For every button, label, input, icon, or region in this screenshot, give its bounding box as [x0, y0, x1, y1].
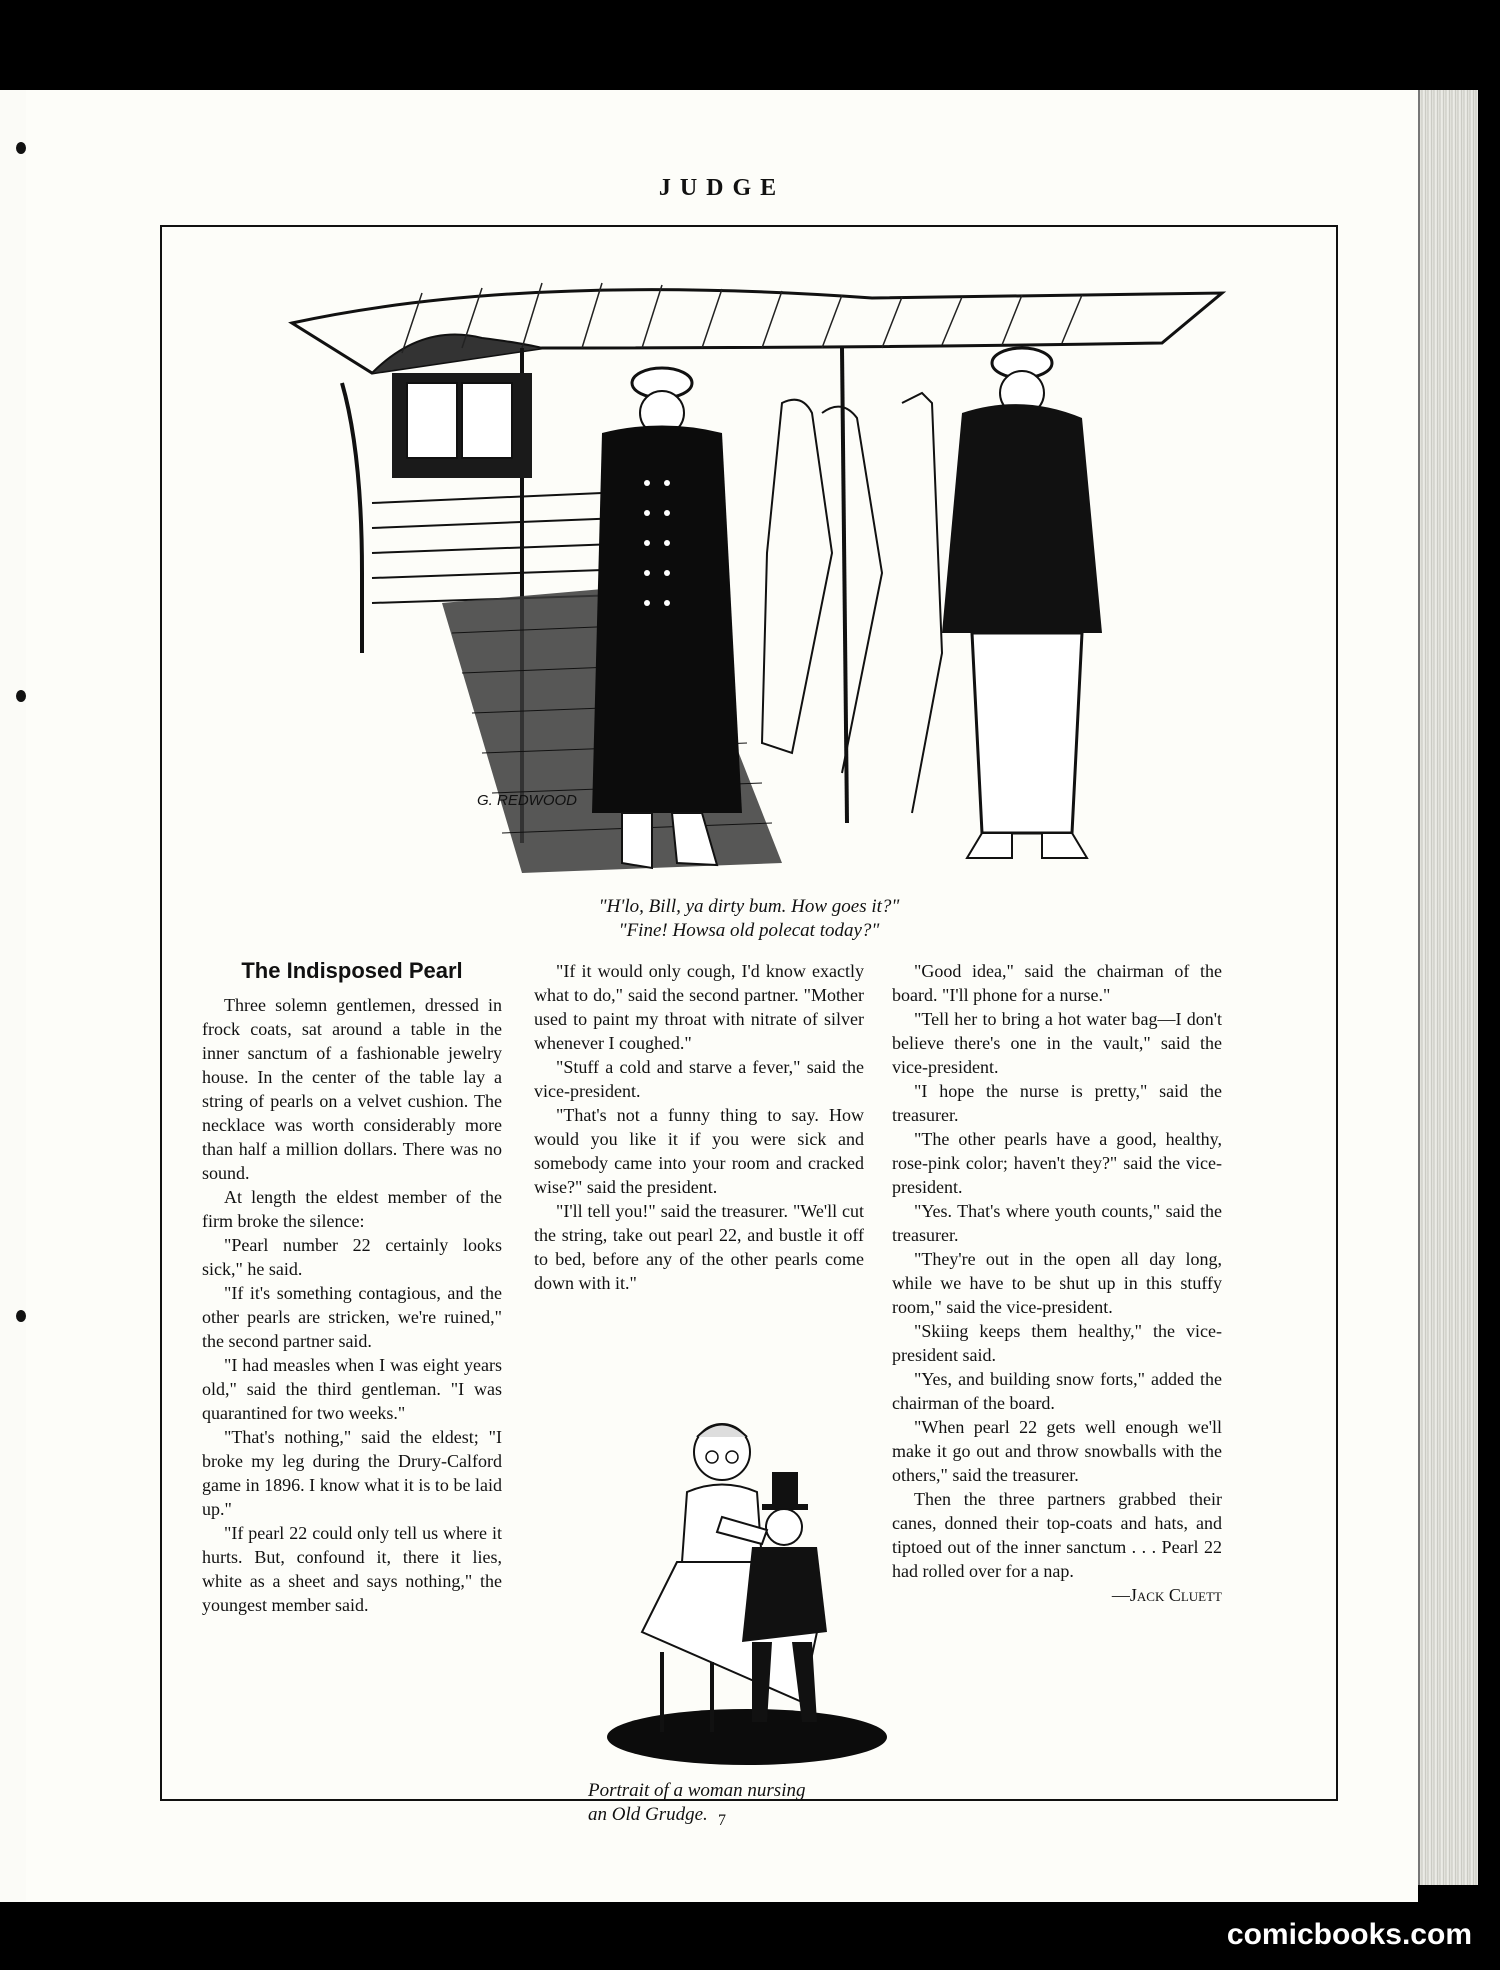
paragraph: Then the three partners grabbed their canes, donned their top-coats and hats, and tiptoed out of the inner sanctum . . . Pearl 22 had rolled over for a nap. — [892, 1489, 1222, 1581]
paragraph: At length the eldest member of the firm broke the silence: — [202, 1187, 502, 1231]
paragraph: "That's not a funny thing to say. How would you like it if you were sick and somebody came into your room and cracked wise?" said the president. — [534, 1105, 864, 1197]
page-number: 7 — [718, 1812, 726, 1829]
paragraph: "Pearl number 22 certainly looks sick," he said. — [202, 1235, 502, 1279]
content-frame — [160, 225, 1338, 1825]
text-column-2 — [534, 959, 864, 1295]
paragraph: "Yes, and building snow forts," added the chairman of the board. — [892, 1369, 1222, 1413]
top-cartoon-illustration — [222, 253, 1272, 893]
paragraph: "Tell her to bring a hot water bag—I don't believe there's one in the vault," said the vice-president. — [892, 1009, 1222, 1077]
caption-line: Portrait of a woman nursing — [588, 1780, 806, 1801]
site-watermark: comicbooks.com — [1226, 1918, 1472, 1951]
second-doorman-figure — [942, 348, 1102, 858]
paragraph: "Stuff a cold and starve a fever," said the vice-president. — [534, 1057, 864, 1101]
text-column-3 — [892, 959, 1222, 1607]
binding-hole — [16, 142, 26, 154]
byline: —Jack Cluett — [1111, 1585, 1222, 1605]
paragraph: "If it would only cough, I'd know exactly what to do," said the second partner. "Mother used to paint my throat with nitrate of silver whenever I coughed." — [534, 961, 864, 1053]
paragraph: Three solemn gentlemen, dressed in frock coats, sat around a table in the inner sanctum of a fashionable jewelry house. In the center of the table lay a string of pearls on a velvet cushion. The necklace was worth considerably more than half a million dollars. There was no sound. — [202, 995, 502, 1183]
paragraph: "Skiing keeps them healthy," the vice-president said. — [892, 1321, 1222, 1365]
story-title: The Indisposed Pearl — [241, 958, 463, 983]
paragraph: "They're out in the open all day long, while we have to be shut up in this stuffy room," said the vice-president. — [892, 1249, 1222, 1317]
running-head: JUDGE — [658, 175, 786, 201]
paragraph: "Yes. That's where youth counts," said the treasurer. — [892, 1201, 1222, 1245]
caption-line: an Old Grudge. — [588, 1804, 708, 1825]
left-page-edge — [0, 90, 26, 1902]
paragraph: "I hope the nurse is pretty," said the treasurer. — [892, 1081, 1222, 1125]
page-edges — [1418, 90, 1478, 1885]
paragraph: "I had measles when I was eight years old," said the third gentleman. "I was quarantined for two weeks." — [202, 1355, 502, 1423]
paragraph: "When pearl 22 gets well enough we'll make it go out and throw snowballs with the others," said the treasurer. — [892, 1417, 1222, 1485]
caption-line: "Fine! Howsa old polecat today?" — [618, 920, 880, 941]
magazine-page — [26, 90, 1418, 1902]
paragraph: "I'll tell you!" said the treasurer. "We'll cut the string, take out pearl 22, and bustle it off to bed, before any of the other pearls come down with it." — [534, 1201, 864, 1293]
top-cartoon-caption — [162, 895, 1336, 943]
paragraph: "The other pearls have a good, healthy, rose-pink color; haven't they?" said the vice-president. — [892, 1129, 1222, 1197]
paragraph: "If it's something contagious, and the other pearls are stricken, we're ruined," the second partner said. — [202, 1283, 502, 1351]
bottom-cartoon-illustration — [602, 1402, 892, 1772]
paragraph: "That's nothing," said the eldest; "I broke my leg during the Drury-Calford game in 1896. I know what it is to be laid up." — [202, 1427, 502, 1519]
doorman-figure — [592, 368, 742, 868]
text-column-1 — [202, 959, 502, 1617]
binding-hole — [16, 1310, 26, 1322]
binding-hole — [16, 690, 26, 702]
caption-line: "H'lo, Bill, ya dirty bum. How goes it?" — [598, 896, 900, 917]
paragraph: "If pearl 22 could only tell us where it hurts. But, confound it, there it lies, white as a sheet and says nothing," the youngest member said. — [202, 1523, 502, 1615]
paragraph: "Good idea," said the chairman of the board. "I'll phone for a nurse." — [892, 961, 1222, 1005]
artist-signature: G. REDWOOD — [477, 792, 577, 809]
